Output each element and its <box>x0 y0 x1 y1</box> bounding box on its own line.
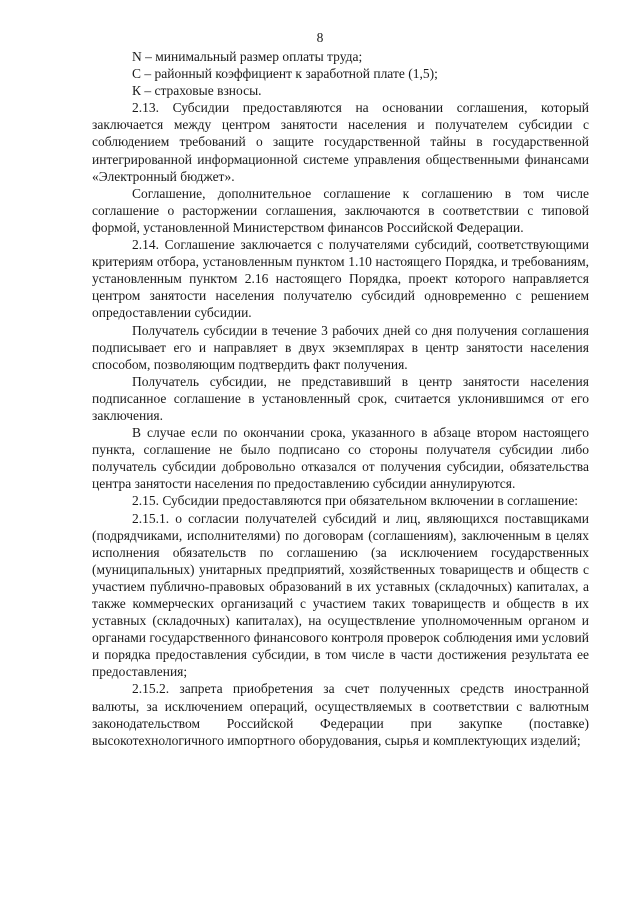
paragraph-agreement-form: Соглашение, дополнительное соглашение к соглашению в том числе соглашение о расторжении соглашения, заключаются в соответствии с типовой формой, установленной Министерством финансов Российской Федерации. <box>92 185 589 235</box>
paragraph-n-definition: N – минимальный размер оплаты труда; <box>132 49 363 64</box>
paragraph-2-15: 2.15. Субсидии предоставляются при обязательном включении в соглашение: <box>132 493 579 509</box>
paragraph-2-13: 2.13. Субсидии предоставляются на основании соглашения, который заключается между центром занятости населения и получателем субсидии с соблюдением требований о защите государственной тайны в государственной интегрированной информационной системе управления общественными финансами «Электронный бюджет». <box>92 100 589 184</box>
paragraph-2-15-1: 2.15.1. о согласии получателей субсидий и лиц, являющихся поставщиками (подрядчиками, исполнителями) по договорам (соглашениям), заключенным в целях исполнения обязательств по соглашению (за исключением государственных (муниципальных) унитарных предприятий, хозяйственных товариществ и обществ с участием публично-правовых образований в их уставных (складочных) капиталах, а также коммерческих организаций с участием таких товариществ и обществ в их уставных (складочных) капиталах), на осуществление уполномоченным органом и органами государственного финансового контроля проверок соблюдения ими условий и порядка предоставления субсидии, в том числе в части достижения результата ее предоставления; <box>92 510 589 680</box>
page-number: 8 <box>316 30 324 45</box>
paragraph-signing-deadline: Получатель субсидии в течение 3 рабочих дней со дня получения соглашения подписывает его и направляет в двух экземплярах в центр занятости населения способом, позволяющим подтвердить факт получения. <box>92 322 589 372</box>
paragraph-2-15-2: 2.15.2. запрета приобретения за счет полученных средств иностранной валюты, за исключением операций, осуществляемых в соответствии с валютным законодательством Российской Федерации при закупке (поставке) высокотехнологичного импортного оборудования, сырья и комплектующих изделий; <box>92 681 589 748</box>
paragraph-annulment: В случае если по окончании срока, указанного в абзаце втором настоящего пункта, соглашение не было подписано со стороны получателя субсидии либо получатель субсидии добровольно отказался от получения субсидии, обязательства центра занятости населения по предоставлению субсидии аннулируются. <box>92 425 589 492</box>
paragraph-evasion: Получатель субсидии, не представивший в центр занятости населения подписанное соглашение в установленный срок, считается уклонившимся от его заключения. <box>92 373 589 423</box>
paragraph-k-definition: К – страховые взносы. <box>132 83 262 99</box>
paragraph-2-14: 2.14. Соглашение заключается с получателями субсидий, соответствующими критериям отбора, установленным пунктом 1.10 настоящего Порядка, и требованиям, установленным пунктом 2.16 настоящего Порядка, проект которого направляется центром занятости населения получателю субсидий одновременно с решением опредоставлении субсидии. <box>92 237 589 321</box>
document-body <box>92 48 589 749</box>
paragraph-c-definition: С – районный коэффициент к заработной плате (1,5); <box>132 66 438 82</box>
